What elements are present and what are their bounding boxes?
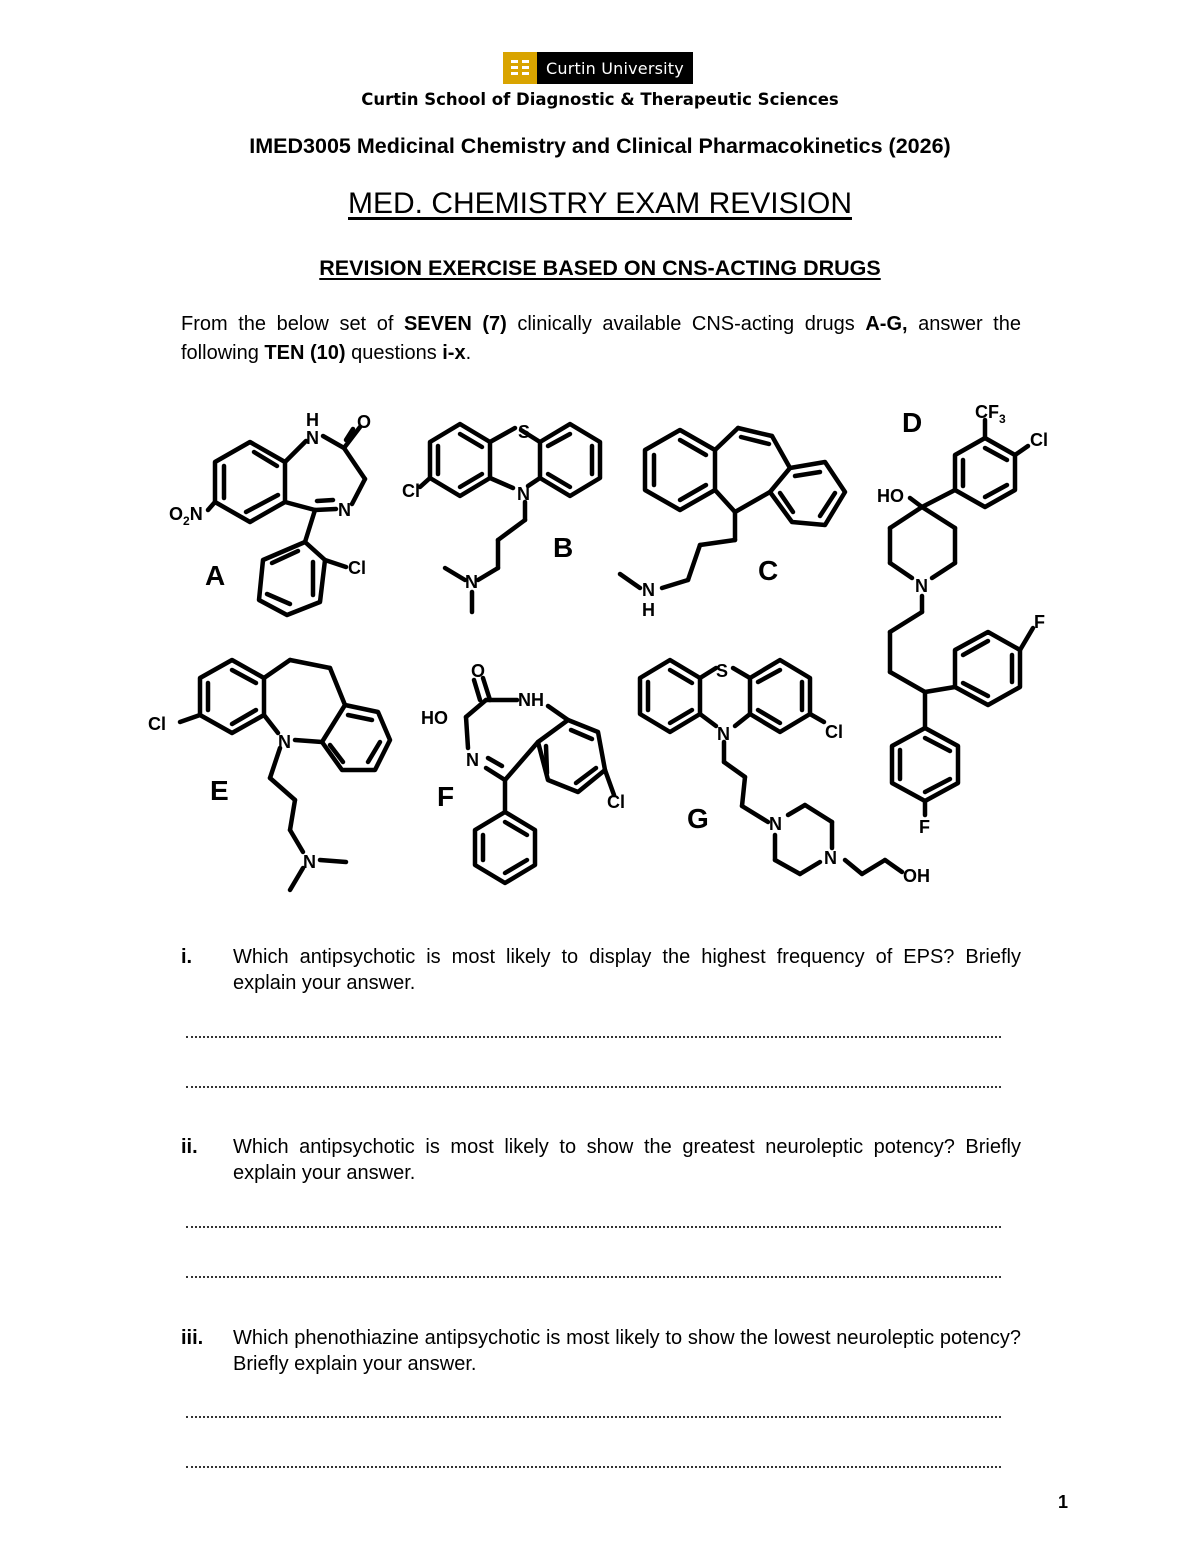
atom-label: N <box>642 580 655 600</box>
atom-label: N <box>303 852 316 872</box>
atom-label: N <box>466 750 479 770</box>
atom-label: OH <box>903 866 930 886</box>
question-number: iii. <box>181 1327 204 1349</box>
page-number: 1 <box>1058 1492 1069 1512</box>
drug-letter-g: G <box>687 803 709 834</box>
drug-structures <box>0 395 1200 905</box>
answer-line[interactable] <box>186 1226 1001 1228</box>
curtin-logo <box>503 52 693 84</box>
structure-a <box>208 427 365 615</box>
atom-label: F <box>1034 612 1045 632</box>
atom-label: Cl <box>825 722 843 742</box>
atom-label: Cl <box>607 792 625 812</box>
atom-label: O <box>471 661 486 681</box>
question-number: i. <box>181 946 193 968</box>
drug-letter-d: D <box>902 407 923 438</box>
atom-label: HO <box>421 708 448 728</box>
atom-label: N <box>278 732 291 752</box>
page-title: MED. CHEMISTRY EXAM REVISION <box>348 187 852 220</box>
structure-d <box>890 420 1033 815</box>
answer-line[interactable] <box>186 1086 1001 1088</box>
logo-text: Curtin University <box>546 58 684 78</box>
cf3-label: $CF_3$ <box>975 402 1006 426</box>
atom-label: N <box>824 848 837 868</box>
question-number: ii. <box>181 1136 198 1158</box>
answer-line[interactable] <box>186 1036 1001 1038</box>
question-text: Which antipsychotic is most likely to display the highest frequency of EPS? Briefly explain your answer. <box>233 946 1021 994</box>
drug-letter-c: C <box>758 555 779 586</box>
school-name: Curtin School of Diagnostic & Therapeutic Sciences <box>361 90 839 109</box>
atom-label: S <box>518 422 531 442</box>
nitro-label: $O_2N$ <box>169 504 203 528</box>
atom-label: H <box>642 600 655 620</box>
atom-label: HO <box>877 486 904 506</box>
atom-label: Cl <box>148 714 166 734</box>
atom-label: Cl <box>1030 430 1048 450</box>
atom-label: N <box>338 500 351 520</box>
atom-label: H <box>306 410 319 430</box>
structure-c <box>620 428 845 588</box>
atom-label: F <box>919 817 930 837</box>
atom-label: Cl <box>402 481 420 501</box>
atom-label: N <box>517 484 530 504</box>
atom-label: Cl <box>348 558 366 578</box>
drug-letter-e: E <box>210 775 229 806</box>
crest-icon <box>503 52 537 84</box>
course-title: IMED3005 Medicinal Chemistry and Clinical Pharmacokinetics (2026) <box>249 134 951 158</box>
structure-g <box>640 660 902 874</box>
atom-label: N <box>915 576 928 596</box>
intro-paragraph: From the below set of SEVEN (7) clinically available CNS-acting drugs A-G, answer the following TEN (10) questions i-x. <box>181 313 1021 364</box>
atom-label: NH <box>518 690 544 710</box>
answer-line[interactable] <box>186 1466 1001 1468</box>
drug-letter-f: F <box>437 781 455 812</box>
structure-b <box>420 424 600 612</box>
atom-label: S <box>716 661 729 681</box>
drug-letter-a: A <box>205 560 226 591</box>
question-text: Which phenothiazine antipsychotic is most likely to show the lowest neuroleptic potency? Briefly explain your answer. <box>233 1327 1021 1375</box>
atom-label: O <box>357 412 372 432</box>
question-text: Which antipsychotic is most likely to show the greatest neuroleptic potency? Briefly explain your answer. <box>233 1136 1021 1184</box>
exercise-title: REVISION EXERCISE BASED ON CNS-ACTING DRUGS <box>319 256 881 280</box>
drug-letter-b: B <box>553 532 574 563</box>
answer-line[interactable] <box>186 1416 1001 1418</box>
atom-label: N <box>465 572 478 592</box>
atom-label: N <box>769 814 782 834</box>
answer-line[interactable] <box>186 1276 1001 1278</box>
atom-label: N <box>717 724 730 744</box>
atom-label: N <box>306 428 319 448</box>
